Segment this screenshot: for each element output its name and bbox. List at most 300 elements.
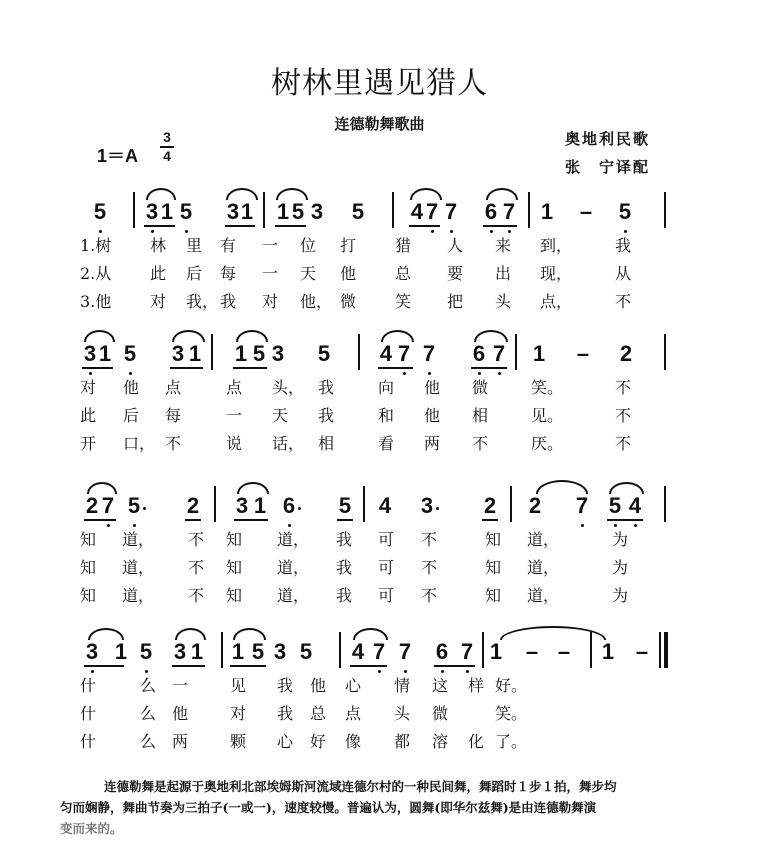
lyric-syllable: 看 xyxy=(378,434,395,453)
footnote-line-1 xyxy=(78,776,678,797)
beam-underline xyxy=(230,665,266,667)
lyric-syllable: 道， xyxy=(527,586,560,605)
note: 4 xyxy=(410,199,424,224)
lyric-syllable: 点， xyxy=(540,292,573,311)
lower-octave-dot xyxy=(129,372,132,375)
footnote xyxy=(60,776,678,836)
note: 1 xyxy=(489,639,503,664)
lower-octave-dot xyxy=(624,230,627,233)
note: 3 xyxy=(310,199,324,224)
lyric-syllable: 我 xyxy=(277,704,294,723)
lyric-syllable: 微 xyxy=(472,378,489,397)
lyric-syllable: 我 xyxy=(336,558,353,577)
note: 1 xyxy=(253,493,267,518)
beam-underline xyxy=(434,665,475,667)
lyric-syllable: 他 xyxy=(310,676,327,695)
lyric-syllable: 道， xyxy=(527,530,560,549)
lyric-syllable: 笑。 xyxy=(531,378,564,397)
note: 7 xyxy=(492,341,506,366)
note: 3 xyxy=(171,341,185,366)
arranger-credit: 张 宁译配 xyxy=(565,158,651,176)
bar-line xyxy=(590,632,592,668)
note: 1 xyxy=(114,639,128,664)
note: 5 xyxy=(291,199,305,224)
lyric-syllable: 头， xyxy=(272,378,305,397)
time-signature-bottom: 4 xyxy=(163,148,171,164)
final-bar-thin xyxy=(659,632,661,668)
lyric-syllable: 每 xyxy=(220,264,237,283)
note: 3 xyxy=(273,639,287,664)
lyric-syllable: 知 xyxy=(80,558,97,577)
note: 5 xyxy=(618,199,632,224)
lyric-syllable: 两 xyxy=(424,434,441,453)
lyric-syllable: 一 xyxy=(262,264,279,283)
note: 5 xyxy=(93,199,107,224)
lyric-syllable: 微 xyxy=(432,704,449,723)
lyric-syllable: 两 xyxy=(172,732,189,751)
lyric-syllable: 不 xyxy=(615,406,632,425)
lower-octave-dot xyxy=(403,372,406,375)
lyric-syllable: 都 xyxy=(394,732,411,751)
slur-arc xyxy=(474,330,508,342)
lyric-syllable: 相 xyxy=(472,406,489,425)
note: 1 xyxy=(234,341,248,366)
slur-arc xyxy=(410,188,442,200)
note: 6 xyxy=(472,341,486,366)
bar-line xyxy=(664,334,666,370)
lyric-syllable: 知 xyxy=(485,530,502,549)
note: 7 xyxy=(575,493,589,518)
bar-line xyxy=(392,192,394,228)
beam-underline xyxy=(483,225,517,227)
lyric-syllable: 他 xyxy=(424,406,441,425)
augmentation-dot xyxy=(436,507,439,510)
lyric-syllable: 心 xyxy=(277,732,294,751)
lyric-syllable: 了。 xyxy=(495,732,528,751)
lyric-syllable: 他 xyxy=(172,704,189,723)
song-title: 树林里遇见猎人 xyxy=(271,66,488,101)
lyric-syllable: 我， xyxy=(186,292,219,311)
bar-line xyxy=(263,192,265,228)
note: 5 xyxy=(317,341,331,366)
slur-arc xyxy=(353,628,388,640)
lyric-syllable: 现， xyxy=(540,264,573,283)
lyric-syllable: 见 xyxy=(230,676,247,695)
bar-line xyxy=(221,632,223,668)
bar-line xyxy=(339,632,341,668)
lyric-syllable: 不 xyxy=(615,292,632,311)
note: 7 xyxy=(101,493,115,518)
augmentation-dot xyxy=(298,507,301,510)
slur-arc xyxy=(146,188,176,200)
note: 4 xyxy=(351,639,365,664)
note: 5 xyxy=(351,199,365,224)
bar-line xyxy=(133,192,135,228)
note: 2 xyxy=(186,493,200,518)
lower-octave-dot xyxy=(431,230,434,233)
note: 7 xyxy=(502,199,516,224)
lyric-syllable: 把 xyxy=(447,292,464,311)
lyric-syllable: 头 xyxy=(495,292,512,311)
slur-arc xyxy=(237,482,269,494)
lower-octave-dot xyxy=(288,524,291,527)
lyric-syllable: 不 xyxy=(188,530,205,549)
lyric-syllable: 知 xyxy=(226,530,243,549)
lyric-syllable: 我 xyxy=(336,530,353,549)
lyric-syllable: 道， xyxy=(527,558,560,577)
lyric-syllable: 有 xyxy=(220,236,237,255)
slur-arc xyxy=(84,330,115,342)
note: 7 xyxy=(422,341,436,366)
beam-underline xyxy=(350,665,387,667)
lyric-syllable: 3.他 xyxy=(80,292,112,311)
lyric-syllable: 么 xyxy=(140,704,157,723)
lyric-syllable: 颗 xyxy=(230,732,247,751)
note: 3 xyxy=(226,199,240,224)
beam-underline xyxy=(409,225,440,227)
bar-line xyxy=(358,334,360,370)
lyric-syllable: 为 xyxy=(612,586,629,605)
note: 4 xyxy=(378,493,392,518)
note: 5 xyxy=(299,639,313,664)
lower-octave-dot xyxy=(478,372,481,375)
note: 1 xyxy=(276,199,290,224)
note: 7 xyxy=(444,199,458,224)
lyric-syllable: 他 xyxy=(123,378,140,397)
lyric-syllable: 笑 xyxy=(395,292,412,311)
lyric-syllable: 可 xyxy=(378,558,395,577)
lower-octave-dot xyxy=(107,524,110,527)
lyric-syllable: 可 xyxy=(378,586,395,605)
lyric-syllable: 此 xyxy=(80,406,97,425)
bar-line xyxy=(214,486,216,522)
bar-line xyxy=(528,192,530,228)
lyric-syllable: 后 xyxy=(123,406,140,425)
bar-line xyxy=(363,486,365,522)
note: 5 xyxy=(179,199,193,224)
note: 2 xyxy=(528,493,542,518)
lyric-syllable: 打 xyxy=(340,236,357,255)
beam-underline xyxy=(275,225,306,227)
lyric-syllable: 要 xyxy=(447,264,464,283)
lyric-syllable: 知 xyxy=(226,586,243,605)
time-signature xyxy=(160,130,174,164)
lyric-syllable: 可 xyxy=(378,530,395,549)
lyric-syllable: 不 xyxy=(421,586,438,605)
lyric-syllable: 知 xyxy=(80,530,97,549)
lyric-syllable: 心 xyxy=(345,676,362,695)
note: 1 xyxy=(160,199,174,224)
lyric-syllable: 我 xyxy=(615,236,632,255)
note: 7 xyxy=(425,199,439,224)
lyric-syllable: 我 xyxy=(336,586,353,605)
song-subtitle: 连德勒舞歌曲 xyxy=(334,115,425,133)
lyric-syllable: 知 xyxy=(485,558,502,577)
note: 3 xyxy=(145,199,159,224)
note: 5 xyxy=(127,493,141,518)
lyric-syllable: 开 xyxy=(80,434,97,453)
note: 1 xyxy=(98,341,112,366)
bar-line xyxy=(664,486,666,522)
lyric-syllable: 天 xyxy=(272,406,289,425)
beam-underline xyxy=(607,519,643,521)
lower-octave-dot xyxy=(634,524,637,527)
lyric-syllable: 他 xyxy=(424,378,441,397)
lyric-syllable: 道， xyxy=(122,586,155,605)
beam-underline xyxy=(234,519,268,521)
note: 4 xyxy=(628,493,642,518)
lyric-syllable: 好 xyxy=(310,732,327,751)
slur-arc xyxy=(226,188,258,200)
lower-octave-dot xyxy=(151,230,154,233)
lyric-syllable: 位 xyxy=(300,236,317,255)
beam-underline xyxy=(84,519,116,521)
lyric-syllable: 到， xyxy=(540,236,573,255)
slur-arc xyxy=(233,628,266,640)
note: 5 xyxy=(139,639,153,664)
note: 3 xyxy=(83,341,97,366)
lower-octave-dot xyxy=(133,524,136,527)
note: 5 xyxy=(251,639,265,664)
footnote-text-3: 变而来的。 xyxy=(60,821,123,836)
beam-underline xyxy=(172,665,205,667)
lyric-syllable: 样 xyxy=(468,676,485,695)
beam-underline xyxy=(170,367,203,369)
note: 7 xyxy=(460,639,474,664)
lower-octave-dot xyxy=(450,230,453,233)
lower-octave-dot xyxy=(490,230,493,233)
key-signature: 1＝A xyxy=(97,146,139,166)
note: 5 xyxy=(252,341,266,366)
lower-octave-dot xyxy=(441,670,444,673)
beam-underline xyxy=(84,665,124,667)
note: 3 xyxy=(420,493,434,518)
lyric-syllable: 道， xyxy=(277,586,310,605)
beam-underline xyxy=(225,225,255,227)
lyric-syllable: 像 xyxy=(345,732,362,751)
lyric-syllable: 出 xyxy=(495,264,512,283)
note: 7 xyxy=(372,639,386,664)
lyric-syllable: 总 xyxy=(395,264,412,283)
lyric-syllable: 什 xyxy=(80,704,97,723)
note: 1 xyxy=(240,199,254,224)
beam-underline xyxy=(233,367,267,369)
lyric-syllable: 么 xyxy=(140,732,157,751)
lyric-syllable: 微 xyxy=(340,292,357,311)
lyric-syllable: 天 xyxy=(300,264,317,283)
sustain-dash: – xyxy=(635,639,649,664)
note: 7 xyxy=(397,341,411,366)
lyric-syllable: 猎 xyxy=(395,236,412,255)
lyric-syllable: 对 xyxy=(230,704,247,723)
lyric-syllable: 为 xyxy=(612,558,629,577)
lyric-syllable: 这 xyxy=(432,676,449,695)
lyric-syllable: 好。 xyxy=(495,676,528,695)
lyric-syllable: 点 xyxy=(345,704,362,723)
lyric-syllable: 我 xyxy=(220,292,237,311)
lyric-syllable: 头 xyxy=(394,704,411,723)
note: 1 xyxy=(231,639,245,664)
lyric-syllable: 他， xyxy=(300,292,333,311)
slur-arc xyxy=(536,480,588,494)
lower-octave-dot xyxy=(145,670,148,673)
lyric-syllable: 对 xyxy=(150,292,167,311)
lyric-syllable: 不 xyxy=(472,434,489,453)
beam-underline xyxy=(471,367,507,369)
note: 6 xyxy=(484,199,498,224)
lyric-syllable: 知 xyxy=(226,558,243,577)
lyric-syllable: 向 xyxy=(378,378,395,397)
note: 5 xyxy=(338,493,352,518)
lyric-syllable: 口， xyxy=(123,434,156,453)
lyric-syllable: 不 xyxy=(188,586,205,605)
lower-octave-dot xyxy=(508,230,511,233)
sustain-dash: – xyxy=(579,199,593,224)
lower-octave-dot xyxy=(185,230,188,233)
lyric-syllable: 人 xyxy=(447,236,464,255)
beam-underline xyxy=(378,367,413,369)
lyric-syllable: 道， xyxy=(122,530,155,549)
lyric-syllable: 知 xyxy=(485,586,502,605)
note: 5 xyxy=(608,493,622,518)
lyric-syllable: 此 xyxy=(150,264,167,283)
lyric-syllable: 化 xyxy=(468,732,485,751)
lyric-syllable: 话， xyxy=(272,434,305,453)
lyric-syllable: 为 xyxy=(612,530,629,549)
lyric-syllable: 林 xyxy=(150,236,167,255)
lower-octave-dot xyxy=(498,372,501,375)
slur-arc xyxy=(172,330,205,342)
final-bar-thick xyxy=(664,632,668,668)
bar-line xyxy=(510,486,512,522)
note: 1 xyxy=(601,639,615,664)
bar-line xyxy=(211,334,213,370)
lyric-syllable: 不 xyxy=(421,530,438,549)
lyric-syllable: 和 xyxy=(378,406,395,425)
note: 6 xyxy=(282,493,296,518)
slur-arc xyxy=(381,330,414,342)
note: 4 xyxy=(379,341,393,366)
lyric-syllable: 相 xyxy=(318,434,335,453)
slur-arc xyxy=(87,482,117,494)
lyric-syllable: 里 xyxy=(186,236,203,255)
slur-arc xyxy=(276,188,308,200)
lyric-syllable: 他 xyxy=(340,264,357,283)
lower-octave-dot xyxy=(581,524,584,527)
bar-line xyxy=(515,334,517,370)
lyric-syllable: 道， xyxy=(277,530,310,549)
note: 3 xyxy=(235,493,249,518)
slur-arc xyxy=(609,482,644,494)
footnote-text-2: 匀而娴静，舞曲节奏为三拍子(一或一)，速度较慢。普遍认为，圆舞(即华尔兹舞)是由连德勒舞演 xyxy=(60,800,597,815)
lyric-syllable: 一 xyxy=(262,236,279,255)
lower-octave-dot xyxy=(466,670,469,673)
lyric-syllable: 从 xyxy=(615,264,632,283)
lyric-syllable: 2.从 xyxy=(80,264,112,283)
slur-arc xyxy=(88,628,124,640)
note: 2 xyxy=(85,493,99,518)
lyric-syllable: 点 xyxy=(226,378,243,397)
lyric-syllable: 说 xyxy=(226,434,243,453)
note: 6 xyxy=(435,639,449,664)
beam-underline xyxy=(185,519,201,521)
beam-underline xyxy=(337,519,353,521)
slur-arc xyxy=(236,330,268,342)
note: 3 xyxy=(271,341,285,366)
slur-arc xyxy=(486,188,518,200)
footnote-text-1: 连德勒舞是起源于奥地利北部埃姆斯河流域连德尔村的一种民间舞，舞蹈时１步１拍，舞步均 xyxy=(104,779,617,794)
lyric-syllable: 什 xyxy=(80,676,97,695)
lyric-syllable: 溶 xyxy=(432,732,449,751)
note: 1 xyxy=(188,341,202,366)
origin-credit: 奥地利民歌 xyxy=(565,130,651,148)
lyric-syllable: 情 xyxy=(394,676,411,695)
lyric-syllable: 每 xyxy=(165,406,182,425)
footnote-line-2 xyxy=(60,797,678,818)
lower-octave-dot xyxy=(378,670,381,673)
lower-octave-dot xyxy=(428,372,431,375)
lyric-syllable: 对 xyxy=(262,292,279,311)
lyric-syllable: 笑。 xyxy=(495,704,528,723)
beam-underline xyxy=(144,225,175,227)
lower-octave-dot xyxy=(89,372,92,375)
beam-underline xyxy=(82,367,113,369)
sustain-dash: – xyxy=(525,639,539,664)
lyric-syllable: 来 xyxy=(495,236,512,255)
lyric-syllable: 厌。 xyxy=(531,434,564,453)
lyric-syllable: 知 xyxy=(80,586,97,605)
lyric-syllable: 我 xyxy=(318,406,335,425)
lyric-syllable: 一 xyxy=(172,676,189,695)
lyric-syllable: 道， xyxy=(277,558,310,577)
note: 1 xyxy=(532,341,546,366)
note: 3 xyxy=(173,639,187,664)
lyric-syllable: 不 xyxy=(165,434,182,453)
lyric-syllable: 不 xyxy=(421,558,438,577)
lyric-syllable: 道， xyxy=(122,558,155,577)
time-signature-top: 3 xyxy=(163,129,171,145)
note: 7 xyxy=(398,639,412,664)
lyric-syllable: 不 xyxy=(615,378,632,397)
lyric-syllable: 不 xyxy=(615,434,632,453)
bar-line xyxy=(664,192,666,228)
lyric-syllable: 后 xyxy=(186,264,203,283)
lyric-syllable: 总 xyxy=(310,704,327,723)
note: 2 xyxy=(483,493,497,518)
lyric-syllable: 点 xyxy=(165,378,182,397)
lyric-syllable: 见。 xyxy=(531,406,564,425)
lower-octave-dot xyxy=(404,670,407,673)
lyric-syllable: 一 xyxy=(226,406,243,425)
augmentation-dot xyxy=(143,507,146,510)
lyric-syllable: 我 xyxy=(277,676,294,695)
lower-octave-dot xyxy=(91,670,94,673)
lyric-syllable: 不 xyxy=(188,558,205,577)
note: 2 xyxy=(619,341,633,366)
slur-arc xyxy=(175,628,206,640)
lower-octave-dot xyxy=(99,230,102,233)
note: 1 xyxy=(540,199,554,224)
lyric-syllable: 么 xyxy=(140,676,157,695)
note: 3 xyxy=(85,639,99,664)
note: 5 xyxy=(123,341,137,366)
note: 1 xyxy=(190,639,204,664)
bar-line xyxy=(482,632,484,668)
beam-underline xyxy=(482,519,498,521)
lyric-syllable: 1.树 xyxy=(80,236,112,255)
lyric-syllable: 什 xyxy=(80,732,97,751)
footnote-line-3 xyxy=(60,818,678,836)
